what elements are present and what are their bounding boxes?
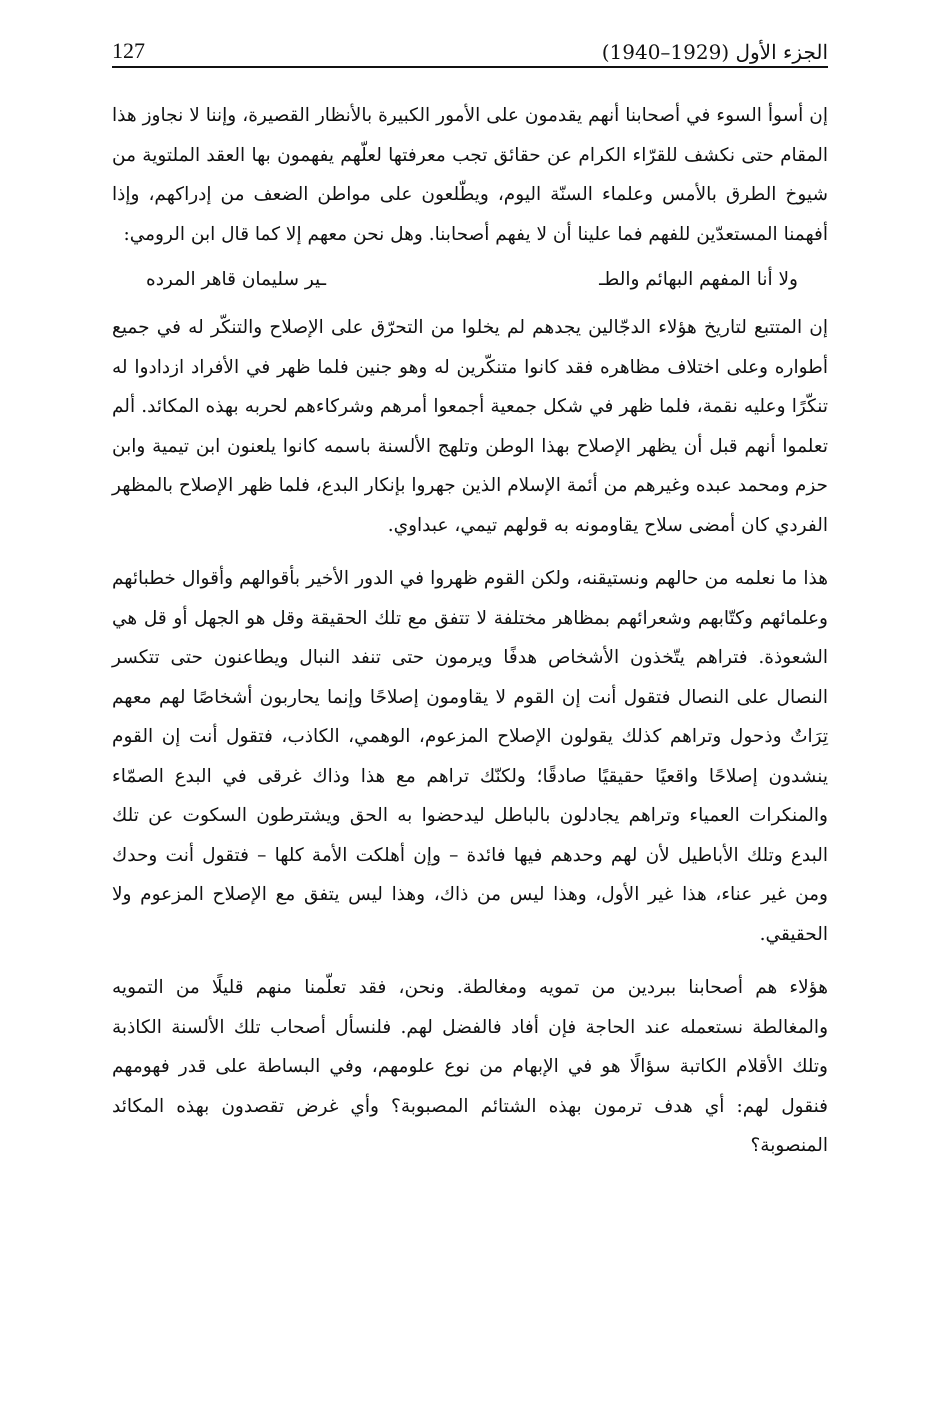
paragraph-2: إن المتتبع لتاريخ هؤلاء الدجّالين يجدهم لم يخلوا من التحرّق على الإصلاح والتنكّر له في جميع أطواره وعلى اختلاف مظاهره فقد كانوا متنكّرين له وهو جنين فلما ظهر في الأفراد ازدادوا له تنكّرًا وعليه نقمة، فلما ظهر في شكل جمعية أجمعوا أمرهم وشركاءهم لحربه بهذه المكائد. ألم تعلموا أنهم قبل أن يظهر الإصلاح بهذا الوطن وتلهج الألسنة باسمه كانوا يلعنون ابن تيمية وابن حزم ومحمد عبده وغيرهم من أئمة الإسلام الذين جهروا بإنكار البدع، فلما ظهر الإصلاح بالمظهر الفردي كان أمضى سلاح يقاومونه به قولهم تيمي، عبداوي. (112, 317, 828, 536)
verse-hemistich-2: ـير سليمان قاهر المرده (146, 269, 327, 290)
poem-verse (146, 260, 798, 300)
paragraph-1: إن أسوأ السوء في أصحابنا أنهم يقدمون على الأمور الكبيرة بالأنظار القصيرة، وإننا لا نجاوز هذا المقام حتى نكشف للقرّاء الكرام عن حقائق تجب معرفتها لعلّهم يفهمون بها العقد الملتوية من شيوخ الطرق بالأمس وعلماء السنّة اليوم، ويطّلعون على مواطن الضعف من إدراكهم، وإذا أفهمنا المستعدّين للفهم فما علينا أن لا يفهم أصحابنا. وهل نحن معهم إلا كما قال ابن الرومي: (112, 105, 828, 245)
paragraph-3: هذا ما نعلمه من حالهم ونستيقنه، ولكن القوم ظهروا في الدور الأخير بأقوالهم وأقوال خطبائهم وعلمائهم وكتّابهم وشعرائهم بمظاهر مختلفة لا تتفق مع تلك الحقيقة وقل هو الجهل أو قل هي الشعوذة. فتراهم يتّخذون الأشخاص هدفًا ويرمون حتى تنفد النبال ويطاعنون حتى تتكسر النصال على النصال فتقول أنت إن القوم لا يقاومون إصلاحًا وإنما يحاربون أشخاصًا لهم معهم تِرَاتٌ وذحول وتراهم كذلك يقولون الإصلاح المزعوم، الوهمي، الكاذب، فتقول أنت إن القوم ينشدون إصلاحًا واقعيًا حقيقيًا صادقًا؛ ولكنّك تراهم مع هذا وذاك غرقى في البدع الصمّاء والمنكرات العمياء وتراهم يجادلون بالباطل ليدحضوا به الحق ويشترطون السكوت عن تلك البدع وتلك الأباطيل لأن لهم وحدهم فيها فائدة – وإن أهلكت الأمة كلها – فتقول أنت وحدك ومن غير عناء، هذا غير الأول، وهذا ليس من ذاك، وهذا ليس يتفق مع الإصلاح المزعوم ولا الحقيقي. (112, 568, 828, 945)
header-rule (112, 66, 828, 68)
running-title: الجزء الأول (1929–1940) (601, 40, 828, 64)
page-body (112, 96, 828, 1166)
page-header (112, 26, 828, 62)
paragraph-4: هؤلاء هم أصحابنا ببردين من تمويه ومغالطة. ونحن، فقد تعلّمنا منهم قليلًا من التمويه والمغالطة نستعمله عند الحاجة فإن أفاد فالفضل لهم. فلنسأل أصحاب تلك الألسنة الكاذبة وتلك الأقلام الكاتبة سؤالًا هو في الإبهام من نوع علومهم، وفي البساطة على قدر فهومهم فنقول لهم: أي هدف ترمون بهذه الشتائم المصبوبة؟ وأي غرض تقصدون بهذه المكائد المنصوبة؟ (112, 977, 828, 1156)
page-number: 127 (112, 38, 145, 63)
verse-hemistich-1: ولا أنا المفهم البهائم والطـ (599, 269, 798, 290)
